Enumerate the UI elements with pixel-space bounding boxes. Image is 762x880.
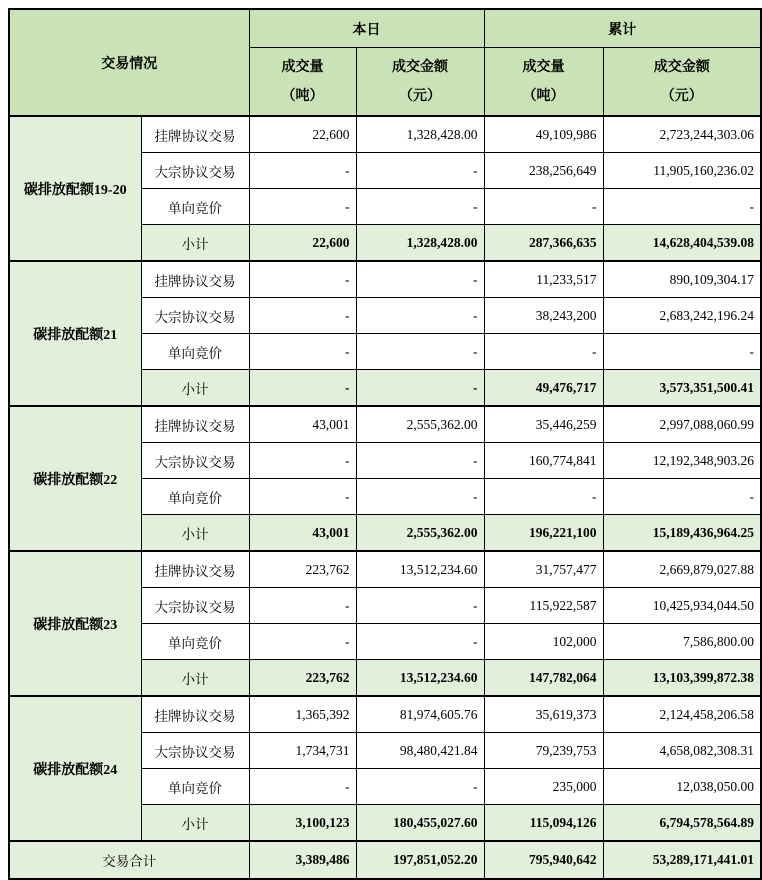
group-name-cell: 碳排放配额24 (9, 696, 141, 841)
value-cell: - (356, 261, 484, 298)
header-cumulative-amount-unit: （元） (660, 88, 703, 104)
value-cell: 115,922,587 (484, 588, 603, 624)
row-label-cell: 小计 (141, 805, 249, 842)
value-cell: - (603, 334, 761, 370)
value-cell: 287,366,635 (484, 225, 603, 262)
header-cumulative-volume-unit: （吨） (522, 88, 565, 104)
value-cell: 160,774,841 (484, 443, 603, 479)
row-label-cell: 挂牌协议交易 (141, 551, 249, 588)
row-label-cell: 单向竞价 (141, 189, 249, 225)
table-row (9, 261, 761, 298)
value-cell: 6,794,578,564.89 (603, 805, 761, 842)
row-label-cell: 单向竞价 (141, 624, 249, 660)
value-cell: 2,723,244,303.06 (603, 116, 761, 153)
row-label-cell: 小计 (141, 225, 249, 262)
grand-total-value-cell: 795,940,642 (484, 841, 603, 879)
value-cell: 3,100,123 (249, 805, 356, 842)
value-cell: 223,762 (249, 660, 356, 697)
value-cell: 49,109,986 (484, 116, 603, 153)
value-cell: 43,001 (249, 515, 356, 552)
value-cell: 3,573,351,500.41 (603, 370, 761, 407)
header-cumulative-amount-label: 成交金额 (653, 59, 710, 75)
value-cell: 35,446,259 (484, 406, 603, 443)
value-cell: 2,124,458,206.58 (603, 696, 761, 733)
value-cell: 14,628,404,539.08 (603, 225, 761, 262)
value-cell: - (249, 588, 356, 624)
value-cell: 2,683,242,196.24 (603, 298, 761, 334)
group-name-cell: 碳排放配额22 (9, 406, 141, 551)
value-cell: 13,512,234.60 (356, 551, 484, 588)
value-cell: 11,905,160,236.02 (603, 153, 761, 189)
row-label-cell: 大宗协议交易 (141, 733, 249, 769)
value-cell: - (249, 189, 356, 225)
header-today-amount (356, 48, 484, 117)
value-cell: 102,000 (484, 624, 603, 660)
value-cell: 98,480,421.84 (356, 733, 484, 769)
row-label-cell: 挂牌协议交易 (141, 116, 249, 153)
row-label-cell: 挂牌协议交易 (141, 261, 249, 298)
header-today-volume (249, 48, 356, 117)
row-label-cell: 单向竞价 (141, 334, 249, 370)
header-trading-situation: 交易情况 (9, 9, 249, 116)
value-cell: - (603, 479, 761, 515)
value-cell: - (356, 153, 484, 189)
value-cell: 11,233,517 (484, 261, 603, 298)
row-label-cell: 小计 (141, 660, 249, 697)
value-cell: 1,328,428.00 (356, 225, 484, 262)
value-cell: 35,619,373 (484, 696, 603, 733)
value-cell: - (249, 298, 356, 334)
value-cell: 890,109,304.17 (603, 261, 761, 298)
header-today: 本日 (249, 9, 484, 48)
carbon-trading-table (8, 8, 762, 880)
value-cell: 7,586,800.00 (603, 624, 761, 660)
header-cumulative-volume-label: 成交量 (522, 59, 565, 75)
row-label-cell: 小计 (141, 515, 249, 552)
table-row (9, 116, 761, 153)
value-cell: 81,974,605.76 (356, 696, 484, 733)
value-cell: 43,001 (249, 406, 356, 443)
value-cell: 22,600 (249, 116, 356, 153)
table-row (9, 696, 761, 733)
value-cell: - (484, 189, 603, 225)
row-label-cell: 大宗协议交易 (141, 588, 249, 624)
value-cell: 13,103,399,872.38 (603, 660, 761, 697)
value-cell: - (249, 334, 356, 370)
value-cell: 238,256,649 (484, 153, 603, 189)
value-cell: - (356, 624, 484, 660)
value-cell: 10,425,934,044.50 (603, 588, 761, 624)
value-cell: - (249, 443, 356, 479)
value-cell: 12,192,348,903.26 (603, 443, 761, 479)
row-label-cell: 大宗协议交易 (141, 153, 249, 189)
value-cell: 180,455,027.60 (356, 805, 484, 842)
value-cell: - (249, 153, 356, 189)
value-cell: 1,734,731 (249, 733, 356, 769)
value-cell: - (249, 769, 356, 805)
table-row (9, 551, 761, 588)
value-cell: 4,658,082,308.31 (603, 733, 761, 769)
header-today-volume-label: 成交量 (281, 59, 324, 75)
value-cell: - (356, 189, 484, 225)
row-label-cell: 单向竞价 (141, 479, 249, 515)
value-cell: 2,555,362.00 (356, 406, 484, 443)
group-name-cell: 碳排放配额23 (9, 551, 141, 696)
value-cell: 223,762 (249, 551, 356, 588)
value-cell: 49,476,717 (484, 370, 603, 407)
header-today-volume-unit: （吨） (281, 88, 324, 104)
table-header (9, 9, 761, 116)
value-cell: 235,000 (484, 769, 603, 805)
row-label-cell: 单向竞价 (141, 769, 249, 805)
grand-total-value-cell: 3,389,486 (249, 841, 356, 879)
row-label-cell: 挂牌协议交易 (141, 406, 249, 443)
value-cell: 79,239,753 (484, 733, 603, 769)
row-label-cell: 小计 (141, 370, 249, 407)
value-cell: - (356, 443, 484, 479)
value-cell: - (603, 189, 761, 225)
value-cell: 1,365,392 (249, 696, 356, 733)
value-cell: - (249, 624, 356, 660)
header-cumulative: 累计 (484, 9, 761, 48)
value-cell: 2,997,088,060.99 (603, 406, 761, 443)
value-cell: 13,512,234.60 (356, 660, 484, 697)
value-cell: - (356, 588, 484, 624)
value-cell: - (484, 334, 603, 370)
grand-total-value-cell: 197,851,052.20 (356, 841, 484, 879)
value-cell: - (356, 334, 484, 370)
header-cumulative-volume (484, 48, 603, 117)
header-cumulative-amount (603, 48, 761, 117)
value-cell: - (249, 261, 356, 298)
group-name-cell: 碳排放配额21 (9, 261, 141, 406)
value-cell: 147,782,064 (484, 660, 603, 697)
grand-total-label-cell: 交易合计 (9, 841, 249, 879)
value-cell: 12,038,050.00 (603, 769, 761, 805)
grand-total-value-cell: 53,289,171,441.01 (603, 841, 761, 879)
value-cell: 15,189,436,964.25 (603, 515, 761, 552)
value-cell: - (484, 479, 603, 515)
header-today-amount-unit: （元） (399, 88, 441, 104)
value-cell: 2,669,879,027.88 (603, 551, 761, 588)
group-name-cell: 碳排放配额19-20 (9, 116, 141, 261)
value-cell: 115,094,126 (484, 805, 603, 842)
value-cell: 2,555,362.00 (356, 515, 484, 552)
table-row (9, 406, 761, 443)
value-cell: - (249, 370, 356, 407)
table-body (9, 116, 761, 879)
value-cell: - (356, 298, 484, 334)
row-label-cell: 挂牌协议交易 (141, 696, 249, 733)
row-label-cell: 大宗协议交易 (141, 443, 249, 479)
value-cell: 1,328,428.00 (356, 116, 484, 153)
grand-total-row (9, 841, 761, 879)
value-cell: 31,757,477 (484, 551, 603, 588)
value-cell: 22,600 (249, 225, 356, 262)
value-cell: 38,243,200 (484, 298, 603, 334)
value-cell: - (356, 769, 484, 805)
value-cell: - (249, 479, 356, 515)
value-cell: - (356, 479, 484, 515)
value-cell: - (356, 370, 484, 407)
row-label-cell: 大宗协议交易 (141, 298, 249, 334)
value-cell: 196,221,100 (484, 515, 603, 552)
header-today-amount-label: 成交金额 (392, 59, 448, 75)
